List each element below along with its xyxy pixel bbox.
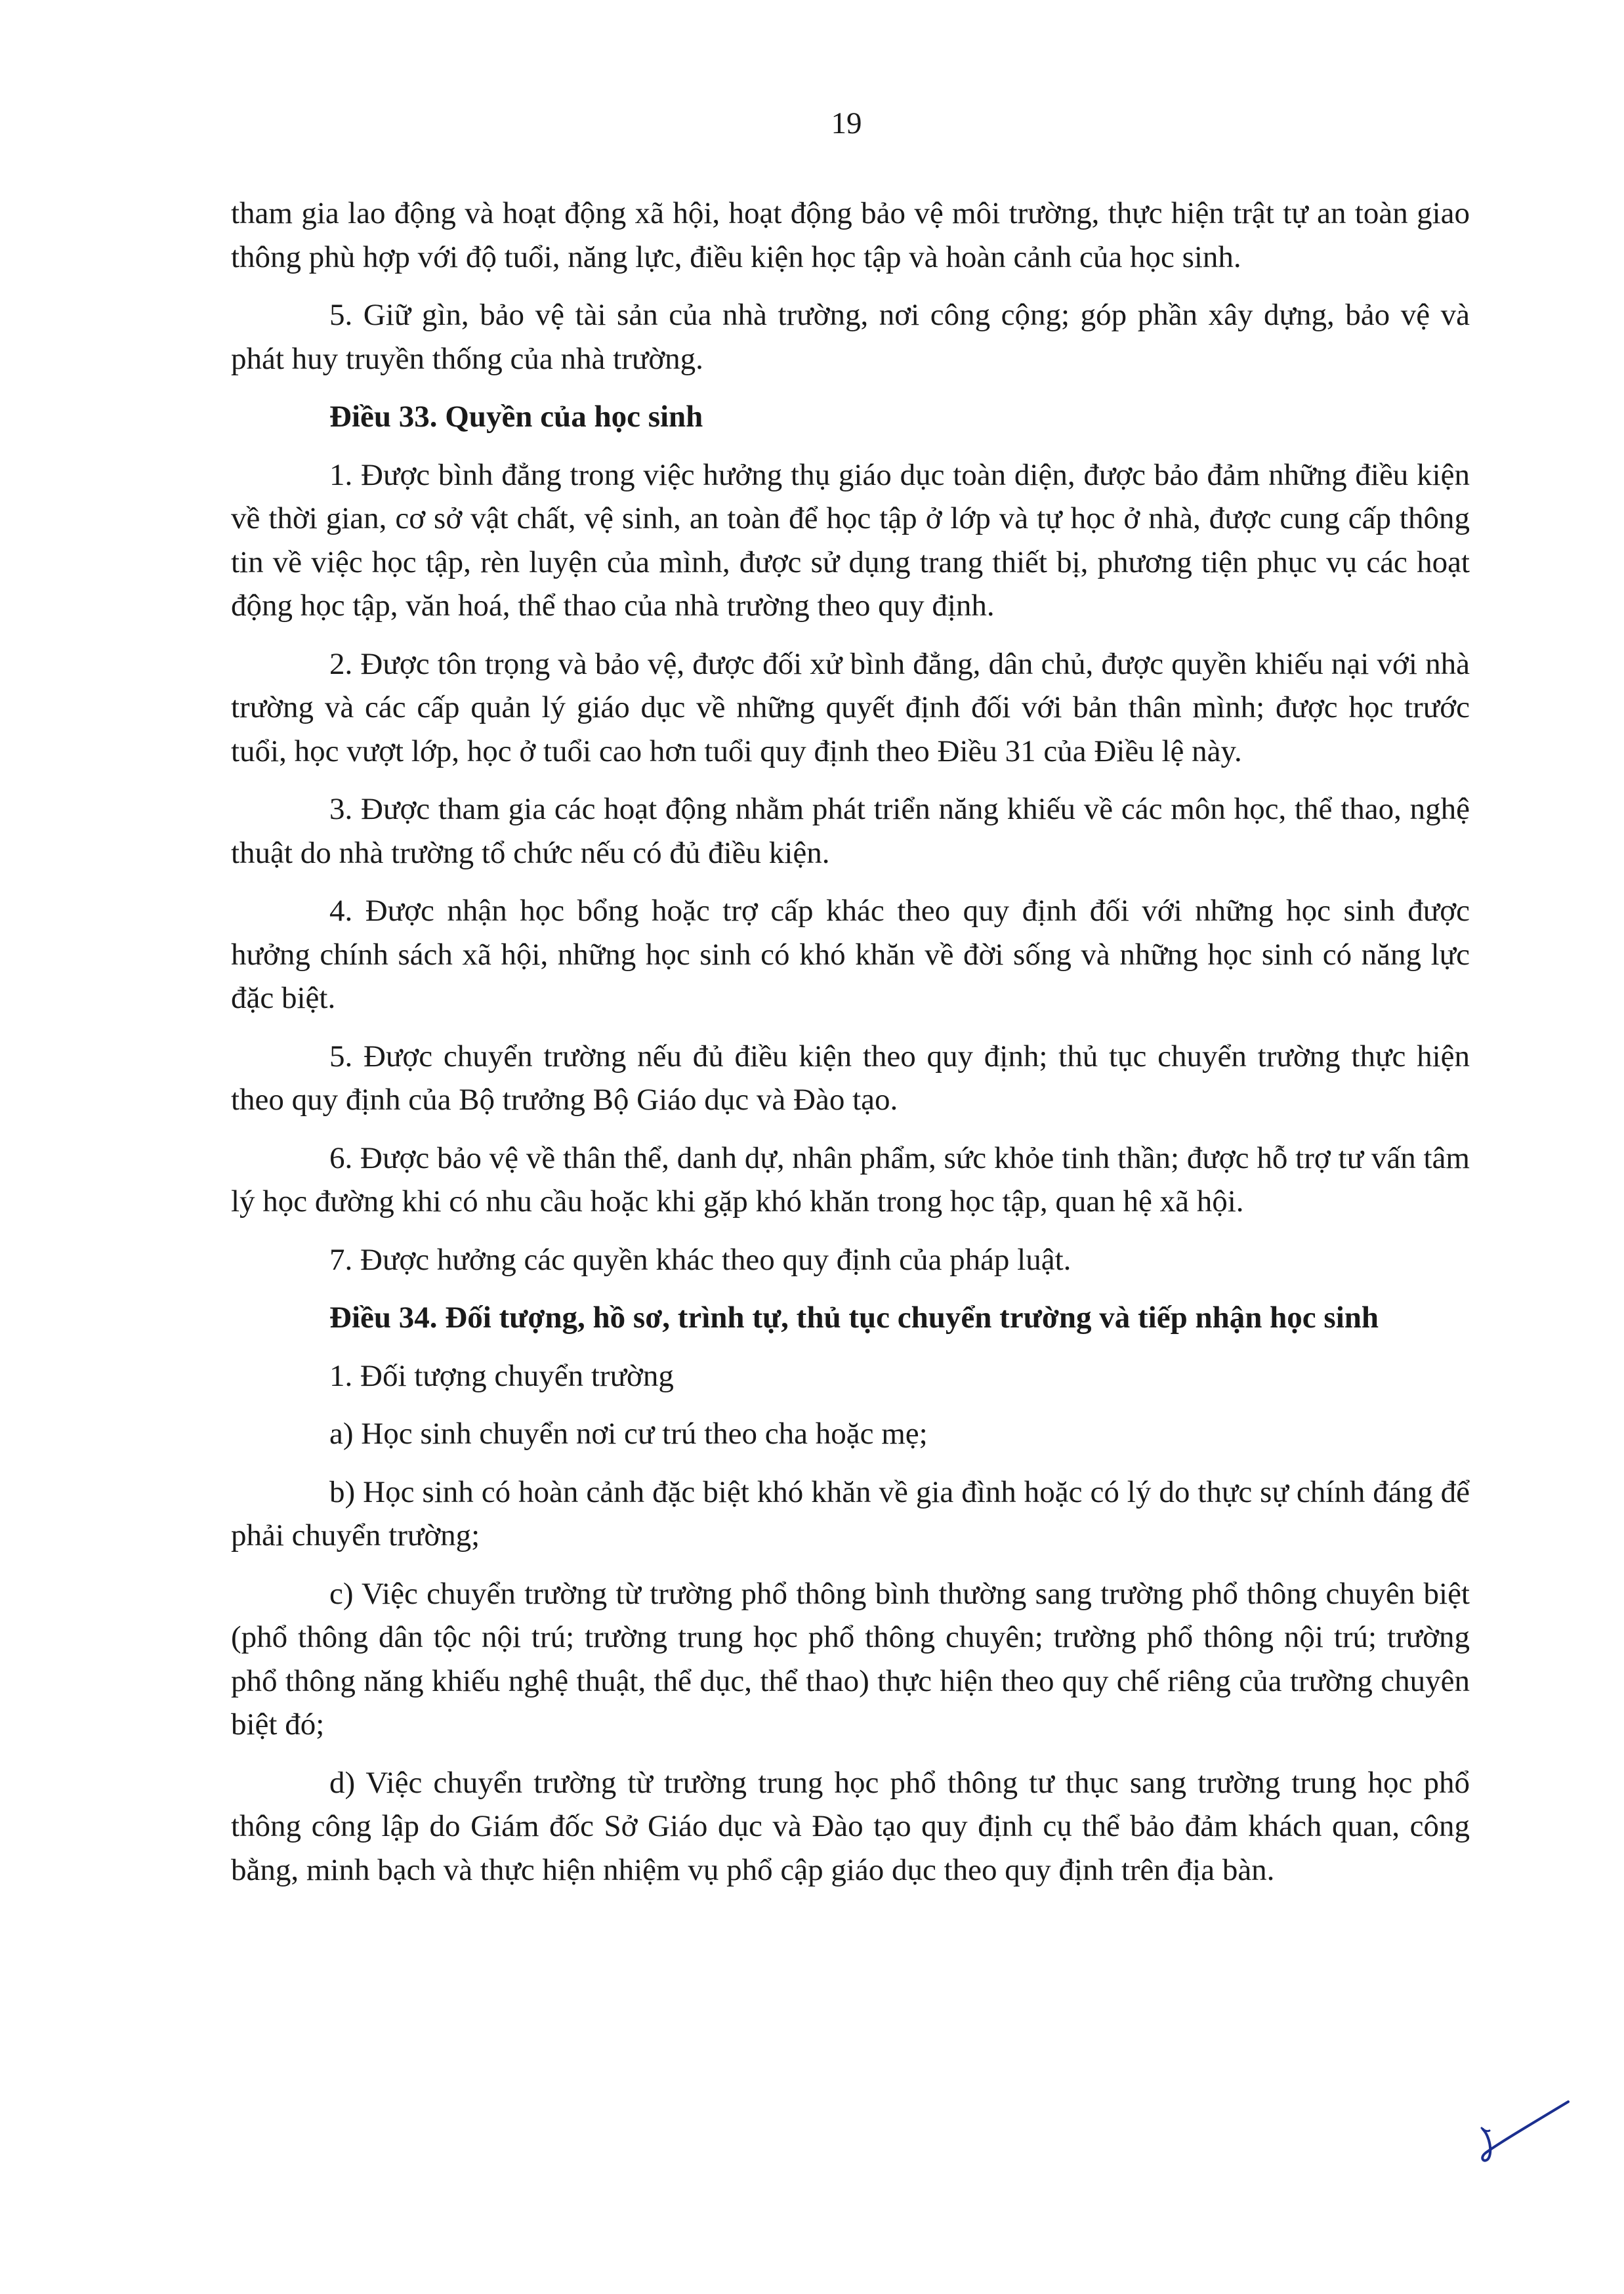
paragraph-art33-item-5: 5. Được chuyển trường nếu đủ điều kiện theo quy định; thủ tục chuyển trường thực hiện theo quy định của Bộ trưởng Bộ Giáo dục và Đào tạo.	[231, 1039, 1470, 1117]
paragraph-art34-item-a: a) Học sinh chuyển nơi cư trú theo cha hoặc mẹ;	[329, 1417, 928, 1451]
paragraph-art33-item-3: 3. Được tham gia các hoạt động nhằm phát triển năng khiếu về các môn học, thể thao, nghệ thuật do nhà trường tổ chức nếu có đủ điều kiện.	[231, 792, 1470, 870]
paragraph-art33-item-4: 4. Được nhận học bổng hoặc trợ cấp khác theo quy định đối với những học sinh được hưởng chính sách xã hội, những học sinh có khó khăn về đời sống và những học sinh có năng lực đặc biệt.	[231, 894, 1470, 1015]
article-34-heading: Điều 34. Đối tượng, hồ sơ, trình tự, thủ tục chuyển trường và tiếp nhận học sinh	[329, 1301, 1379, 1335]
paragraph-art33-item-1: 1. Được bình đẳng trong việc hưởng thụ giáo dục toàn diện, được bảo đảm những điều kiện về thời gian, cơ sở vật chất, vệ sinh, an toàn để học tập ở lớp và tự học ở nhà, được cung cấp thông tin về việc học tập, rèn luyện của mình, được sử dụng trang thiết bị, phương tiện phục vụ các hoạt động học tập, văn hoá, thể thao của nhà trường theo quy định.	[231, 457, 1470, 623]
document-body	[231, 192, 1470, 1906]
paragraph-continuation: tham gia lao động và hoạt động xã hội, hoạt động bảo vệ môi trường, thực hiện trật tự an toàn giao thông phù hợp với độ tuổi, năng lực, điều kiện học tập và hoàn cảnh của học sinh.	[231, 196, 1470, 274]
paragraph-item-5: 5. Giữ gìn, bảo vệ tài sản của nhà trường, nơi công cộng; góp phần xây dựng, bảo vệ và phát huy truyền thống của nhà trường.	[231, 298, 1470, 376]
paragraph-art34-item-c: c) Việc chuyển trường từ trường phổ thông bình thường sang trường phổ thông chuyên biệt (phổ thông dân tộc nội trú; trường trung học phổ thông chuyên; trường phổ thông nội trú; trường phổ thông năng khiếu nghệ thuật, thể dục, thể thao) thực hiện theo quy chế riêng của trường chuyên biệt đó;	[231, 1576, 1470, 1741]
paragraph-art33-item-7: 7. Được hưởng các quyền khác theo quy định của pháp luật.	[329, 1242, 1072, 1277]
article-33-heading: Điều 33. Quyền của học sinh	[329, 400, 703, 434]
page-number: 19	[831, 106, 862, 140]
paragraph-art34-item-1: 1. Đối tượng chuyển trường	[329, 1358, 674, 1393]
paragraph-art34-item-b: b) Học sinh có hoàn cảnh đặc biệt khó khăn về gia đình hoặc có lý do thực sự chính đáng để phải chuyển trường;	[231, 1474, 1470, 1553]
paragraph-art33-item-2: 2. Được tôn trọng và bảo vệ, được đối xử bình đẳng, dân chủ, được quyền khiếu nại với nhà trường và các cấp quản lý giáo dục về những quyết định đối với bản thân mình; được học trước tuổi, học vượt lớp, học ở tuổi cao hơn tuổi quy định theo Điều 31 của Điều lệ này.	[231, 646, 1470, 768]
paragraph-art33-item-6: 6. Được bảo vệ về thân thể, danh dự, nhân phẩm, sức khỏe tinh thần; được hỗ trợ tư vấn tâm lý học đường khi có nhu cầu hoặc khi gặp khó khăn trong học tập, quan hệ xã hội.	[231, 1140, 1470, 1219]
handwritten-initial-mark	[1470, 2090, 1575, 2169]
paragraph-art34-item-d: d) Việc chuyển trường từ trường trung học phổ thông tư thục sang trường trung học phổ thông công lập do Giám đốc Sở Giáo dục và Đào tạo quy định cụ thể bảo đảm khách quan, công bằng, minh bạch và thực hiện nhiệm vụ phổ cập giáo dục theo quy định trên địa bàn.	[231, 1765, 1470, 1887]
